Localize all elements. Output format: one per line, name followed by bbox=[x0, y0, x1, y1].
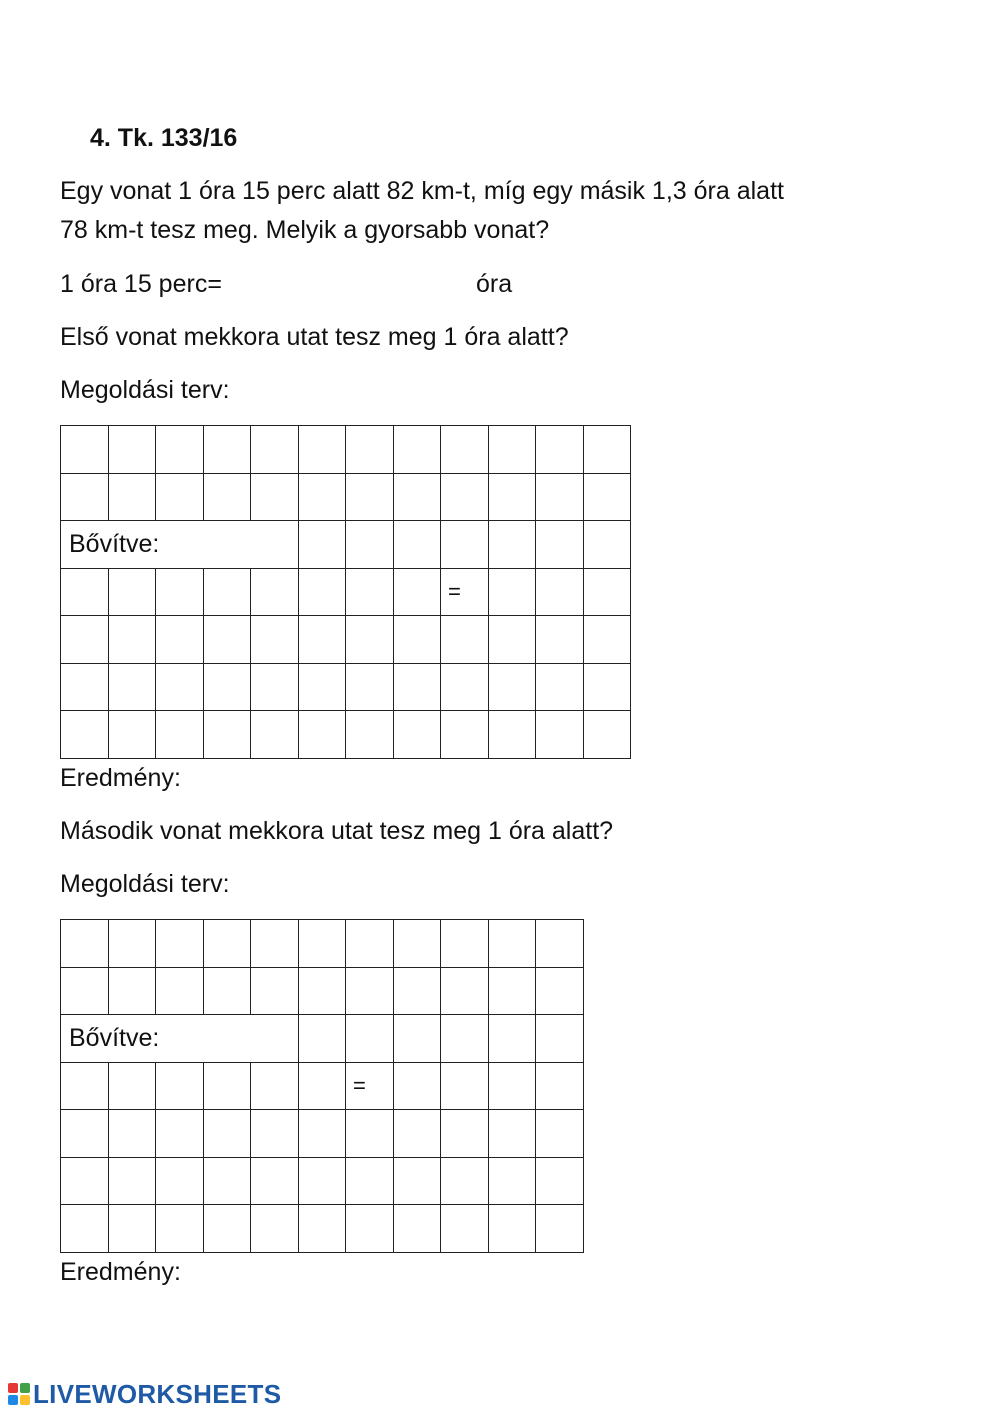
grid-cell[interactable] bbox=[203, 1205, 251, 1253]
grid-cell[interactable] bbox=[156, 663, 204, 711]
grid-cell[interactable] bbox=[298, 920, 346, 968]
grid-cell[interactable] bbox=[393, 426, 441, 474]
grid-cell[interactable] bbox=[203, 1157, 251, 1205]
grid-cell[interactable] bbox=[393, 1015, 441, 1063]
grid-cell[interactable] bbox=[203, 473, 251, 521]
grid-cell[interactable] bbox=[298, 1157, 346, 1205]
grid-cell[interactable] bbox=[108, 473, 156, 521]
grid-cell[interactable] bbox=[536, 1062, 584, 1110]
grid-cell[interactable] bbox=[251, 426, 299, 474]
grid-cell[interactable] bbox=[393, 473, 441, 521]
grid-cell[interactable] bbox=[346, 1015, 394, 1063]
grid-cell[interactable] bbox=[108, 711, 156, 759]
grid-cell[interactable] bbox=[298, 1110, 346, 1158]
grid-cell[interactable] bbox=[156, 967, 204, 1015]
grid-cell[interactable] bbox=[536, 616, 584, 664]
liveworksheets-logo bbox=[8, 1380, 281, 1408]
grid-cell[interactable] bbox=[346, 568, 394, 616]
grid-cell[interactable] bbox=[156, 711, 204, 759]
grid-cell[interactable] bbox=[583, 568, 631, 616]
grid-cell[interactable] bbox=[583, 521, 631, 569]
grid-cell[interactable] bbox=[251, 1110, 299, 1158]
grid-cell[interactable] bbox=[61, 426, 109, 474]
grid-cell[interactable] bbox=[536, 711, 584, 759]
grid-cell[interactable] bbox=[536, 473, 584, 521]
grid-cell[interactable] bbox=[488, 1205, 536, 1253]
grid-cell[interactable] bbox=[488, 1110, 536, 1158]
second-solution-grid bbox=[60, 919, 584, 1253]
grid-cell[interactable] bbox=[203, 426, 251, 474]
grid-cell[interactable] bbox=[393, 616, 441, 664]
grid-row bbox=[61, 521, 631, 569]
grid-cell[interactable] bbox=[61, 1205, 109, 1253]
grid-cell[interactable] bbox=[61, 920, 109, 968]
grid-cell[interactable] bbox=[203, 920, 251, 968]
grid-cell[interactable] bbox=[61, 568, 109, 616]
grid-cell[interactable] bbox=[346, 663, 394, 711]
grid-cell[interactable] bbox=[536, 426, 584, 474]
grid-cell[interactable] bbox=[108, 426, 156, 474]
grid-cell[interactable] bbox=[536, 1205, 584, 1253]
grid-cell[interactable] bbox=[203, 967, 251, 1015]
grid-cell[interactable] bbox=[61, 616, 109, 664]
grid-cell[interactable] bbox=[441, 967, 489, 1015]
grid-cell[interactable] bbox=[108, 1157, 156, 1205]
grid-cell[interactable] bbox=[346, 616, 394, 664]
grid-cell[interactable] bbox=[298, 1205, 346, 1253]
grid-cell[interactable] bbox=[251, 967, 299, 1015]
grid-cell[interactable] bbox=[251, 616, 299, 664]
grid-cell[interactable] bbox=[108, 967, 156, 1015]
grid-cell[interactable] bbox=[203, 1110, 251, 1158]
grid-cell[interactable] bbox=[583, 663, 631, 711]
grid-cell[interactable] bbox=[203, 711, 251, 759]
grid-row bbox=[61, 1157, 584, 1205]
grid-cell[interactable] bbox=[488, 521, 536, 569]
grid-cell[interactable] bbox=[61, 711, 109, 759]
grid-cell[interactable] bbox=[298, 616, 346, 664]
grid-row bbox=[61, 426, 631, 474]
grid-cell[interactable] bbox=[393, 568, 441, 616]
grid-cell[interactable] bbox=[298, 663, 346, 711]
grid-cell[interactable] bbox=[393, 1205, 441, 1253]
grid-cell[interactable] bbox=[441, 663, 489, 711]
expanded-label: Bővítve: bbox=[61, 521, 299, 569]
grid-row bbox=[61, 1205, 584, 1253]
second-train-question: Második vonat mekkora utat tesz meg 1 óra alatt? bbox=[60, 817, 614, 845]
grid-cell[interactable] bbox=[298, 521, 346, 569]
grid-cell[interactable] bbox=[583, 473, 631, 521]
grid-cell[interactable] bbox=[583, 711, 631, 759]
grid-cell[interactable] bbox=[488, 568, 536, 616]
grid-cell[interactable] bbox=[536, 568, 584, 616]
grid-cell[interactable] bbox=[298, 711, 346, 759]
grid-row bbox=[61, 711, 631, 759]
grid-cell[interactable] bbox=[441, 473, 489, 521]
grid-cell[interactable] bbox=[393, 711, 441, 759]
grid-cell[interactable] bbox=[346, 967, 394, 1015]
grid-cell[interactable] bbox=[156, 1205, 204, 1253]
first-train-question: Első vonat mekkora utat tesz meg 1 óra alatt? bbox=[60, 323, 569, 351]
grid-cell[interactable] bbox=[393, 663, 441, 711]
grid-cell[interactable] bbox=[251, 663, 299, 711]
grid-cell[interactable] bbox=[441, 616, 489, 664]
grid-cell[interactable] bbox=[156, 1062, 204, 1110]
grid-cell[interactable] bbox=[488, 473, 536, 521]
grid-cell[interactable] bbox=[298, 473, 346, 521]
grid-cell[interactable] bbox=[108, 1110, 156, 1158]
grid-cell[interactable] bbox=[393, 1157, 441, 1205]
grid-cell[interactable] bbox=[393, 1062, 441, 1110]
grid-cell[interactable] bbox=[441, 426, 489, 474]
grid-cell[interactable] bbox=[298, 1062, 346, 1110]
grid-cell[interactable] bbox=[488, 663, 536, 711]
grid-cell[interactable] bbox=[488, 1157, 536, 1205]
liveworksheets-logo-icon bbox=[8, 1383, 30, 1405]
grid-cell[interactable] bbox=[583, 426, 631, 474]
grid-cell[interactable] bbox=[393, 967, 441, 1015]
grid-cell[interactable] bbox=[441, 521, 489, 569]
grid-cell[interactable] bbox=[536, 920, 584, 968]
grid-cell[interactable] bbox=[156, 568, 204, 616]
grid-cell[interactable] bbox=[583, 616, 631, 664]
conversion-label: 1 óra 15 perc= bbox=[60, 270, 222, 298]
grid-row bbox=[61, 663, 631, 711]
grid-cell[interactable] bbox=[203, 568, 251, 616]
grid-cell[interactable] bbox=[61, 967, 109, 1015]
grid-cell[interactable] bbox=[61, 1110, 109, 1158]
grid-cell[interactable] bbox=[251, 711, 299, 759]
grid-cell[interactable] bbox=[156, 473, 204, 521]
grid-cell[interactable] bbox=[156, 426, 204, 474]
grid-row bbox=[61, 920, 584, 968]
grid-cell[interactable] bbox=[156, 1157, 204, 1205]
grid-row bbox=[61, 1062, 584, 1110]
grid-cell[interactable] bbox=[298, 967, 346, 1015]
grid-cell[interactable] bbox=[61, 663, 109, 711]
grid-cell[interactable] bbox=[488, 967, 536, 1015]
grid-cell[interactable] bbox=[488, 920, 536, 968]
grid-cell[interactable] bbox=[108, 568, 156, 616]
grid-cell[interactable] bbox=[156, 920, 204, 968]
grid-cell[interactable] bbox=[298, 568, 346, 616]
grid-cell[interactable] bbox=[346, 521, 394, 569]
expanded-label: Bővítve: bbox=[61, 1015, 299, 1063]
grid-cell[interactable] bbox=[346, 426, 394, 474]
grid-cell[interactable] bbox=[251, 1205, 299, 1253]
grid-cell[interactable] bbox=[203, 1062, 251, 1110]
grid-cell[interactable] bbox=[536, 967, 584, 1015]
grid-cell[interactable] bbox=[108, 616, 156, 664]
grid-cell[interactable] bbox=[251, 1062, 299, 1110]
grid-cell[interactable] bbox=[108, 920, 156, 968]
grid-cell[interactable] bbox=[346, 473, 394, 521]
grid-cell[interactable] bbox=[441, 1062, 489, 1110]
grid-cell[interactable] bbox=[251, 568, 299, 616]
task-title: 4. Tk. 133/16 bbox=[90, 124, 238, 152]
grid-cell[interactable] bbox=[61, 1157, 109, 1205]
second-plan-label: Megoldási terv: bbox=[60, 870, 230, 898]
grid-cell[interactable] bbox=[156, 1110, 204, 1158]
grid-cell[interactable] bbox=[536, 521, 584, 569]
grid-cell[interactable] bbox=[393, 521, 441, 569]
grid-cell[interactable] bbox=[203, 663, 251, 711]
problem-text-line-1: Egy vonat 1 óra 15 perc alatt 82 km-t, míg egy másik 1,3 óra alatt bbox=[60, 177, 784, 205]
grid-cell[interactable] bbox=[488, 1015, 536, 1063]
grid-row bbox=[61, 473, 631, 521]
grid-cell[interactable] bbox=[536, 663, 584, 711]
grid-row bbox=[61, 967, 584, 1015]
grid-cell[interactable] bbox=[251, 920, 299, 968]
grid-cell[interactable] bbox=[441, 1015, 489, 1063]
grid-cell[interactable] bbox=[298, 1015, 346, 1063]
equals-sign-cell[interactable]: = bbox=[346, 1062, 394, 1110]
grid-cell[interactable] bbox=[536, 1157, 584, 1205]
grid-row bbox=[61, 568, 631, 616]
first-result-label: Eredmény: bbox=[60, 764, 181, 792]
grid-cell[interactable] bbox=[536, 1110, 584, 1158]
grid-cell[interactable] bbox=[203, 616, 251, 664]
first-solution-grid bbox=[60, 425, 631, 759]
grid-row bbox=[61, 1015, 584, 1063]
grid-cell[interactable] bbox=[488, 1062, 536, 1110]
grid-cell[interactable] bbox=[346, 1110, 394, 1158]
problem-text-line-2: 78 km-t tesz meg. Melyik a gyorsabb vonat? bbox=[60, 216, 550, 244]
grid-cell[interactable] bbox=[441, 1157, 489, 1205]
grid-cell[interactable] bbox=[298, 426, 346, 474]
grid-cell[interactable] bbox=[393, 1110, 441, 1158]
grid-row bbox=[61, 1110, 584, 1158]
grid-cell[interactable] bbox=[393, 920, 441, 968]
second-result-label: Eredmény: bbox=[60, 1258, 181, 1286]
grid-cell[interactable] bbox=[108, 1205, 156, 1253]
grid-cell[interactable] bbox=[441, 711, 489, 759]
grid-row bbox=[61, 616, 631, 664]
logo-text: LIVEWORKSHEETS bbox=[33, 1378, 282, 1409]
equals-sign-cell[interactable]: = bbox=[441, 568, 489, 616]
grid-cell[interactable] bbox=[108, 1062, 156, 1110]
conversion-unit: óra bbox=[476, 270, 513, 298]
grid-cell[interactable] bbox=[156, 616, 204, 664]
grid-cell[interactable] bbox=[61, 473, 109, 521]
grid-cell[interactable] bbox=[251, 473, 299, 521]
grid-cell[interactable] bbox=[346, 711, 394, 759]
grid-cell[interactable] bbox=[441, 1205, 489, 1253]
grid-cell[interactable] bbox=[251, 1157, 299, 1205]
grid-cell[interactable] bbox=[441, 1110, 489, 1158]
first-plan-label: Megoldási terv: bbox=[60, 376, 230, 404]
grid-cell[interactable] bbox=[61, 1062, 109, 1110]
grid-cell[interactable] bbox=[488, 616, 536, 664]
grid-cell[interactable] bbox=[346, 920, 394, 968]
grid-cell[interactable] bbox=[108, 663, 156, 711]
grid-cell[interactable] bbox=[488, 426, 536, 474]
grid-cell[interactable] bbox=[441, 920, 489, 968]
grid-cell[interactable] bbox=[346, 1205, 394, 1253]
grid-cell[interactable] bbox=[346, 1157, 394, 1205]
grid-cell[interactable] bbox=[536, 1015, 584, 1063]
grid-cell[interactable] bbox=[488, 711, 536, 759]
